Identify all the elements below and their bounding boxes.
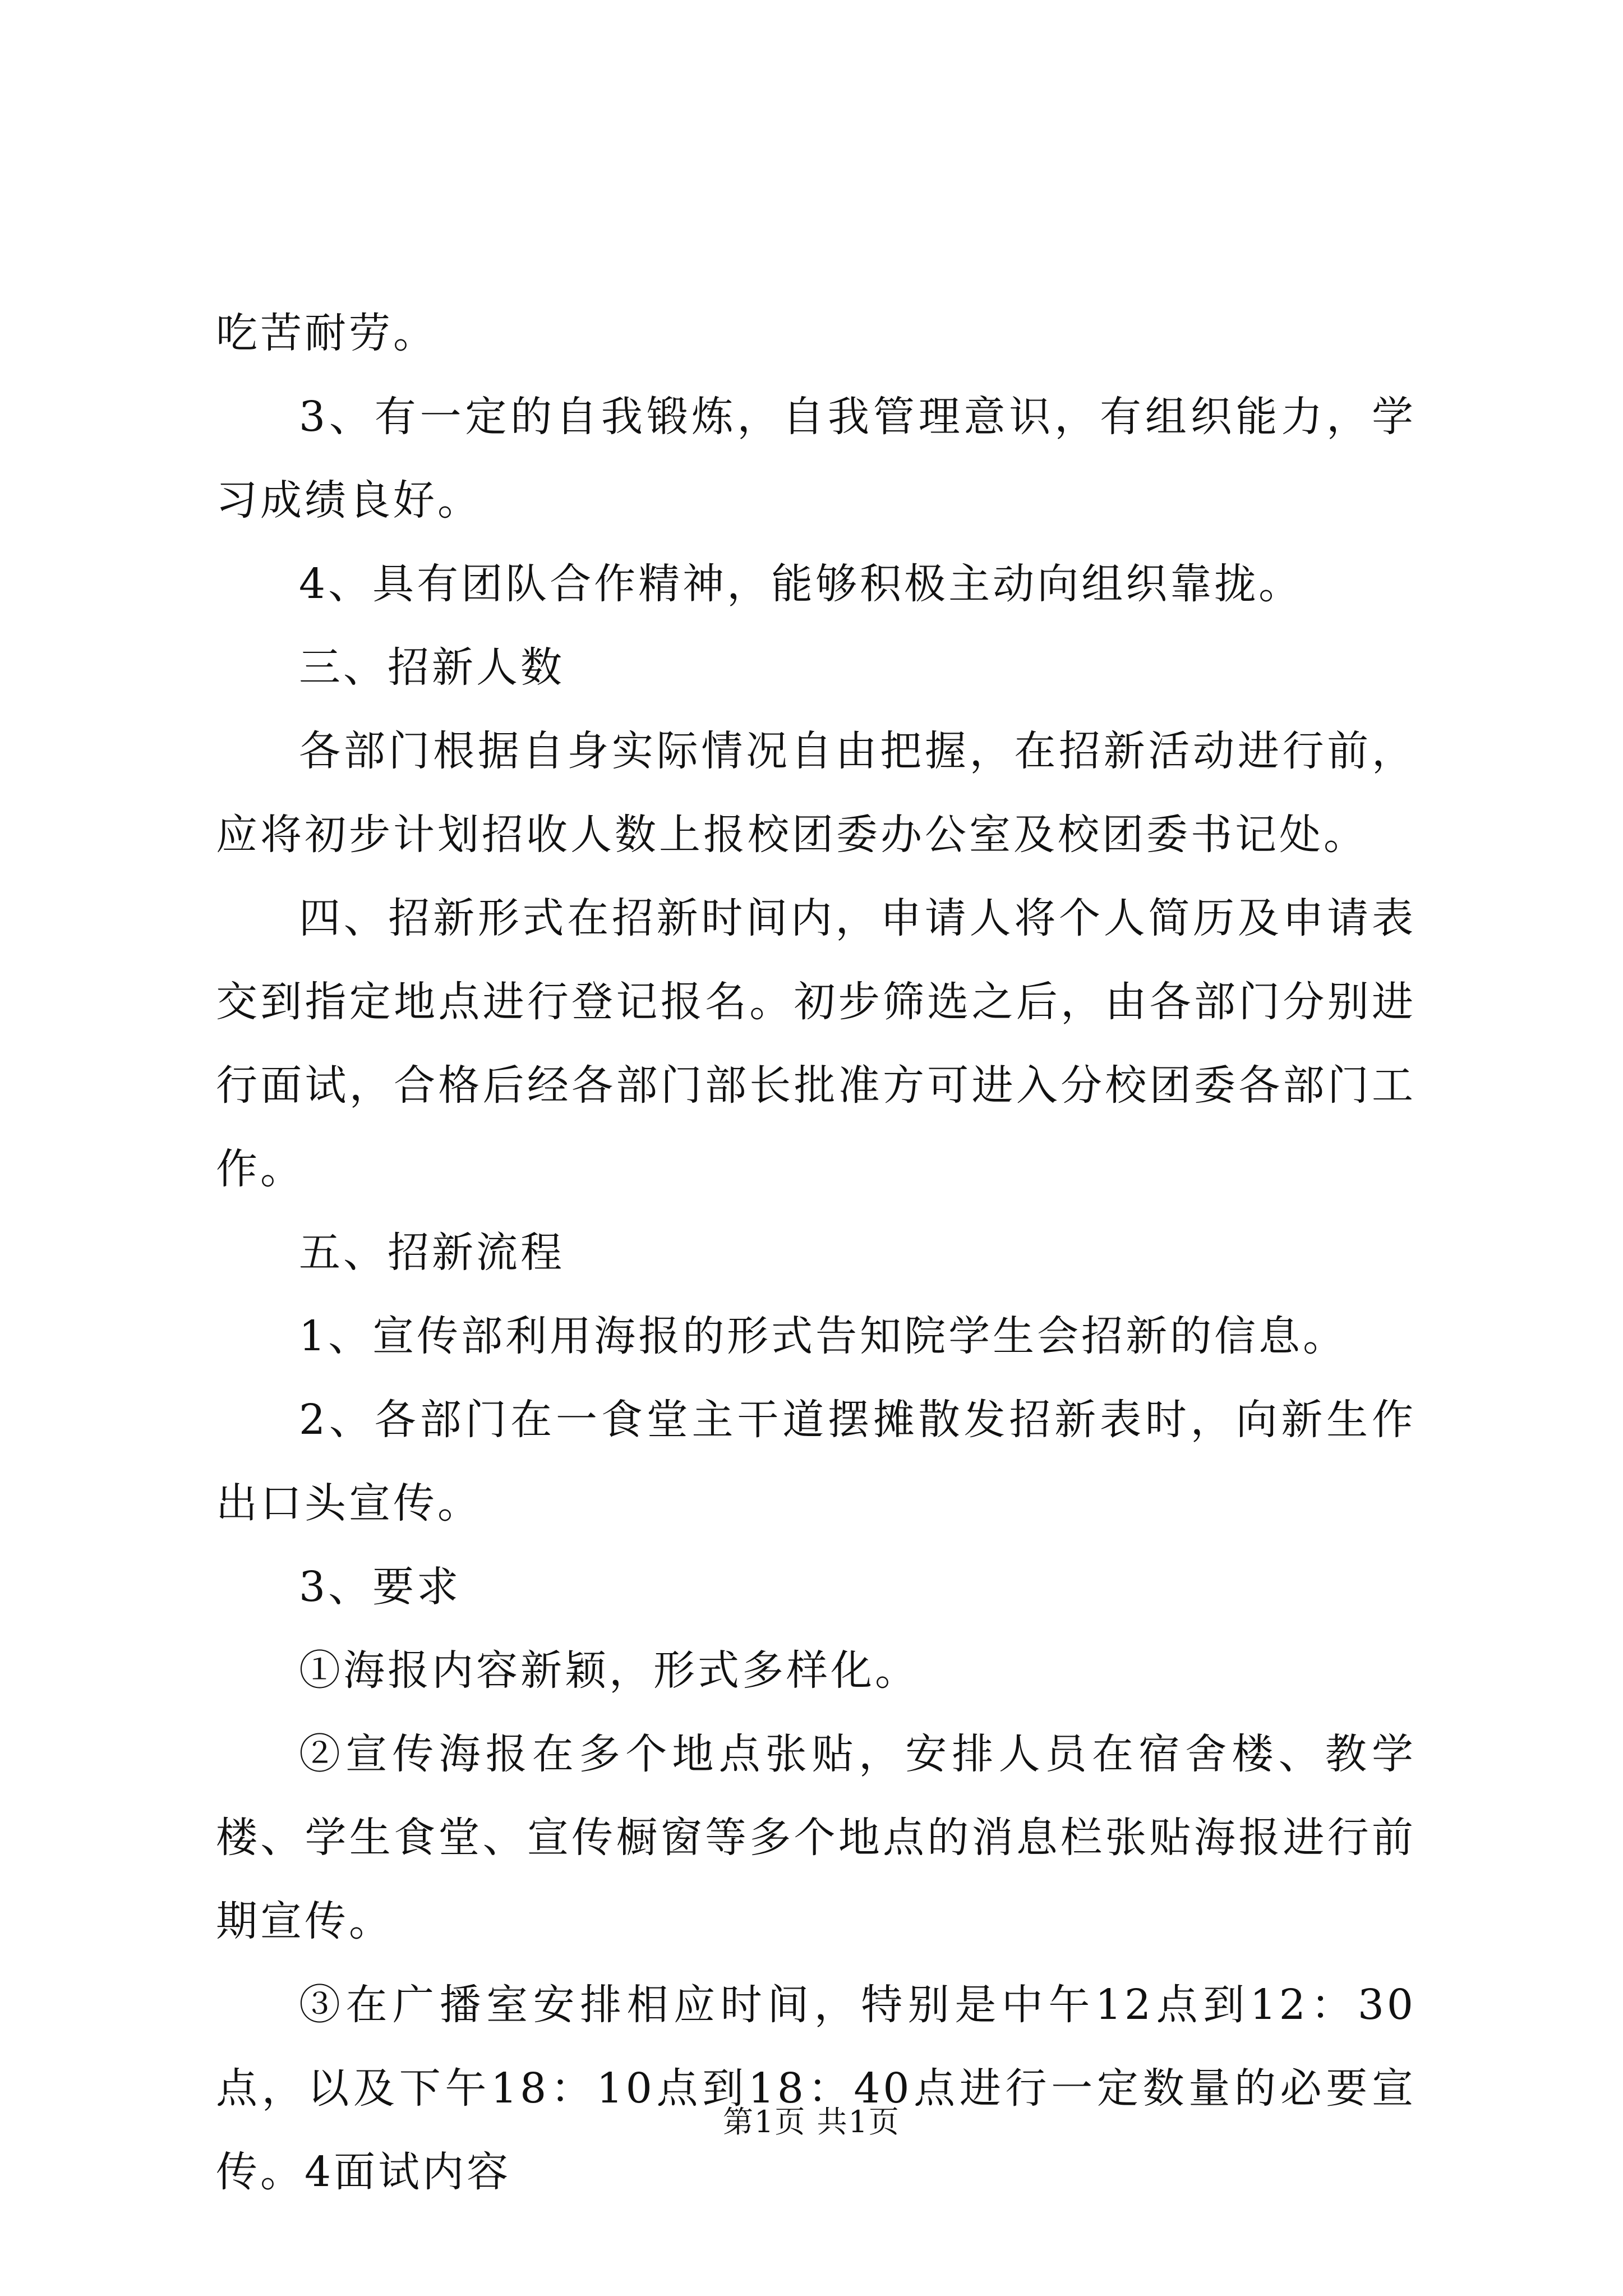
paragraph-5: 各部门根据自身实际情况自由把握，在招新活动进行前，应将初步计划招收人数上报校团委办公室及校团委书记处。 [216, 727, 1416, 859]
paragraph-6: 四、招新形式在招新时间内，申请人将个人简历及申请表交到指定地点进行登记报名。初步筛选之后，由各部门分别进行面试，合格后经各部门部长批准方可进入分校团委各部门工作。 [216, 894, 1416, 1193]
paragraph-13: ③在广播室安排相应时间，特别是中午12点到12：30点，以及下午18：10点到18：40点进行一定数量的必要宣传。4面试内容 [216, 1981, 1416, 2196]
paragraph-12: ②宣传海报在多个地点张贴，安排人员在宿舍楼、教学楼、学生食堂、宣传橱窗等多个地点的消息栏张贴海报进行前期宣传。 [216, 1730, 1416, 1945]
paragraph-1: 吃苦耐劳。 [216, 309, 437, 357]
section-heading-5: 五、招新流程 [299, 1228, 565, 1277]
document-body [216, 292, 1416, 2214]
paragraph-11: ①海报内容新颖，形式多样化。 [299, 1646, 919, 1695]
paragraph-10: 3、要求 [299, 1563, 462, 1611]
paragraph-2: 3、有一定的自我锻炼，自我管理意识，有组织能力，学习成绩良好。 [216, 393, 1416, 524]
page-footer: 第1页 共1页 [723, 2104, 900, 2139]
paragraph-9: 2、各部门在一食堂主干道摆摊散发招新表时，向新生作出口头宣传。 [216, 1396, 1416, 1527]
paragraph-8: 1、宣传部利用海报的形式告知院学生会招新的信息。 [299, 1312, 1348, 1360]
section-heading-3: 三、招新人数 [299, 643, 565, 692]
paragraph-3: 4、具有团队合作精神，能够积极主动向组织靠拢。 [299, 560, 1303, 608]
